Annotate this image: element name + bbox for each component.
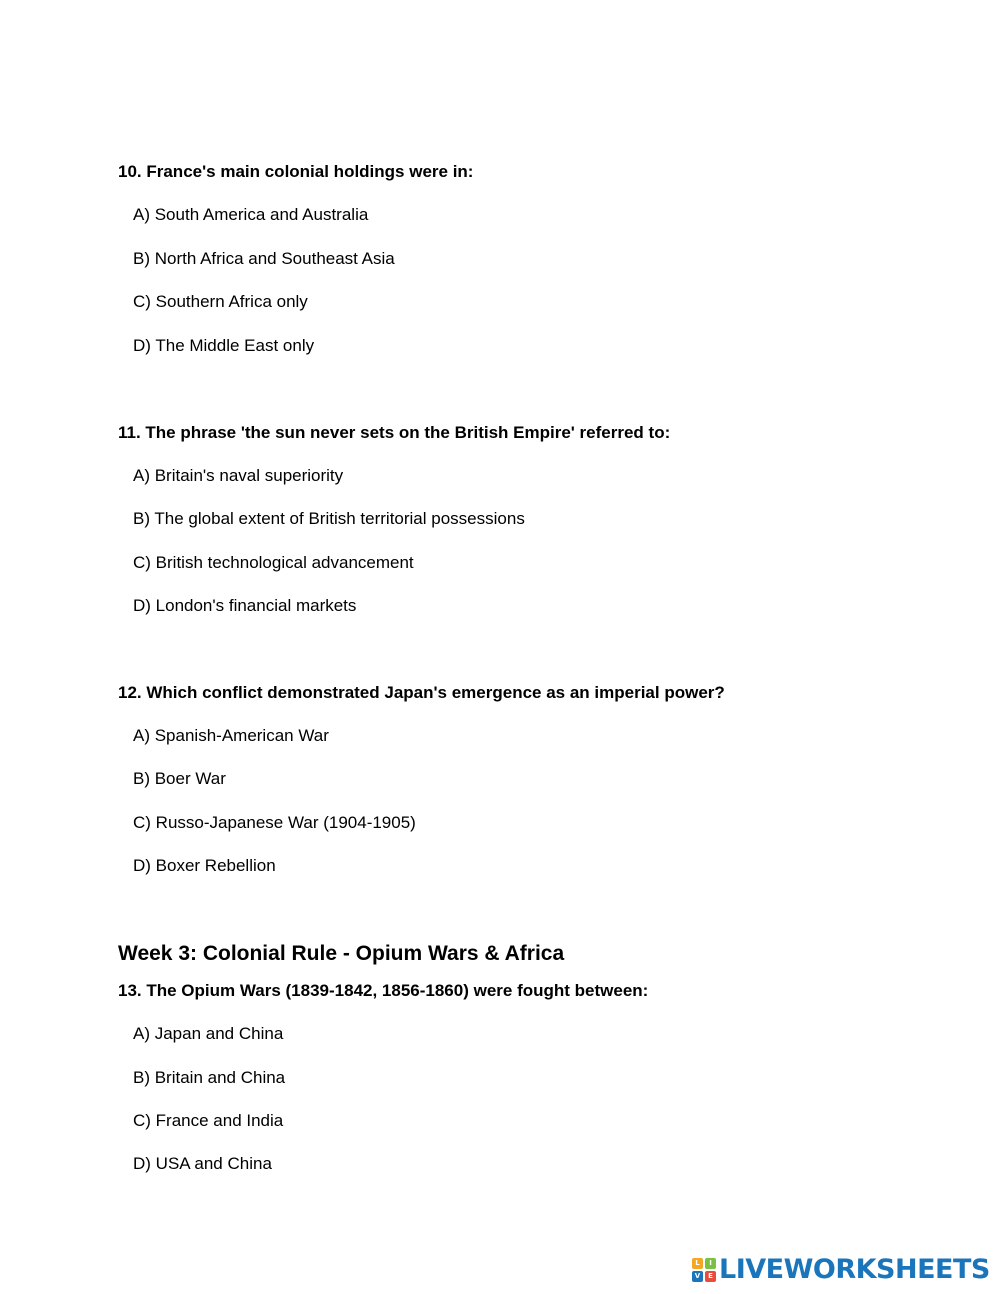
question-12-option-d: D) Boxer Rebellion (133, 856, 276, 875)
question-13-option-a: A) Japan and China (133, 1024, 284, 1043)
logo-tile-e: E (705, 1271, 716, 1282)
question-12-option-c: C) Russo-Japanese War (1904-1905) (133, 813, 416, 832)
liveworksheets-logo-icon (692, 1258, 716, 1282)
question-10-title: 10. France's main colonial holdings were in: (118, 162, 474, 181)
question-10-option-b: B) North Africa and Southeast Asia (133, 249, 395, 268)
logo-tile-i: I (705, 1258, 716, 1269)
question-13-option-c: C) France and India (133, 1111, 284, 1130)
question-11-option-a: A) Britain's naval superiority (133, 466, 344, 485)
section-heading-week-3: Week 3: Colonial Rule - Opium Wars & Africa (118, 942, 565, 965)
question-12-option-b: B) Boer War (133, 769, 226, 788)
question-12-title: 12. Which conflict demonstrated Japan's emergence as an imperial power? (118, 683, 725, 702)
question-13-option-b: B) Britain and China (133, 1068, 286, 1087)
question-11-option-d: D) London's financial markets (133, 596, 357, 615)
question-10-option-d: D) The Middle East only (133, 336, 315, 355)
liveworksheets-logo (692, 1255, 990, 1285)
question-12-option-a: A) Spanish-American War (133, 726, 329, 745)
question-13-option-d: D) USA and China (133, 1154, 272, 1173)
liveworksheets-logo-text: LIVEWORKSHEETS (719, 1254, 990, 1285)
logo-tile-v: V (692, 1271, 703, 1282)
question-10-option-c: C) Southern Africa only (133, 292, 308, 311)
question-13-title: 13. The Opium Wars (1839-1842, 1856-1860) were fought between: (118, 981, 649, 1000)
question-10-option-a: A) South America and Australia (133, 205, 369, 224)
question-11-option-c: C) British technological advancement (133, 553, 414, 572)
question-11-title: 11. The phrase 'the sun never sets on the British Empire' referred to: (118, 423, 671, 442)
question-11-option-b: B) The global extent of British territorial possessions (133, 509, 525, 528)
logo-tile-l: L (692, 1258, 703, 1269)
